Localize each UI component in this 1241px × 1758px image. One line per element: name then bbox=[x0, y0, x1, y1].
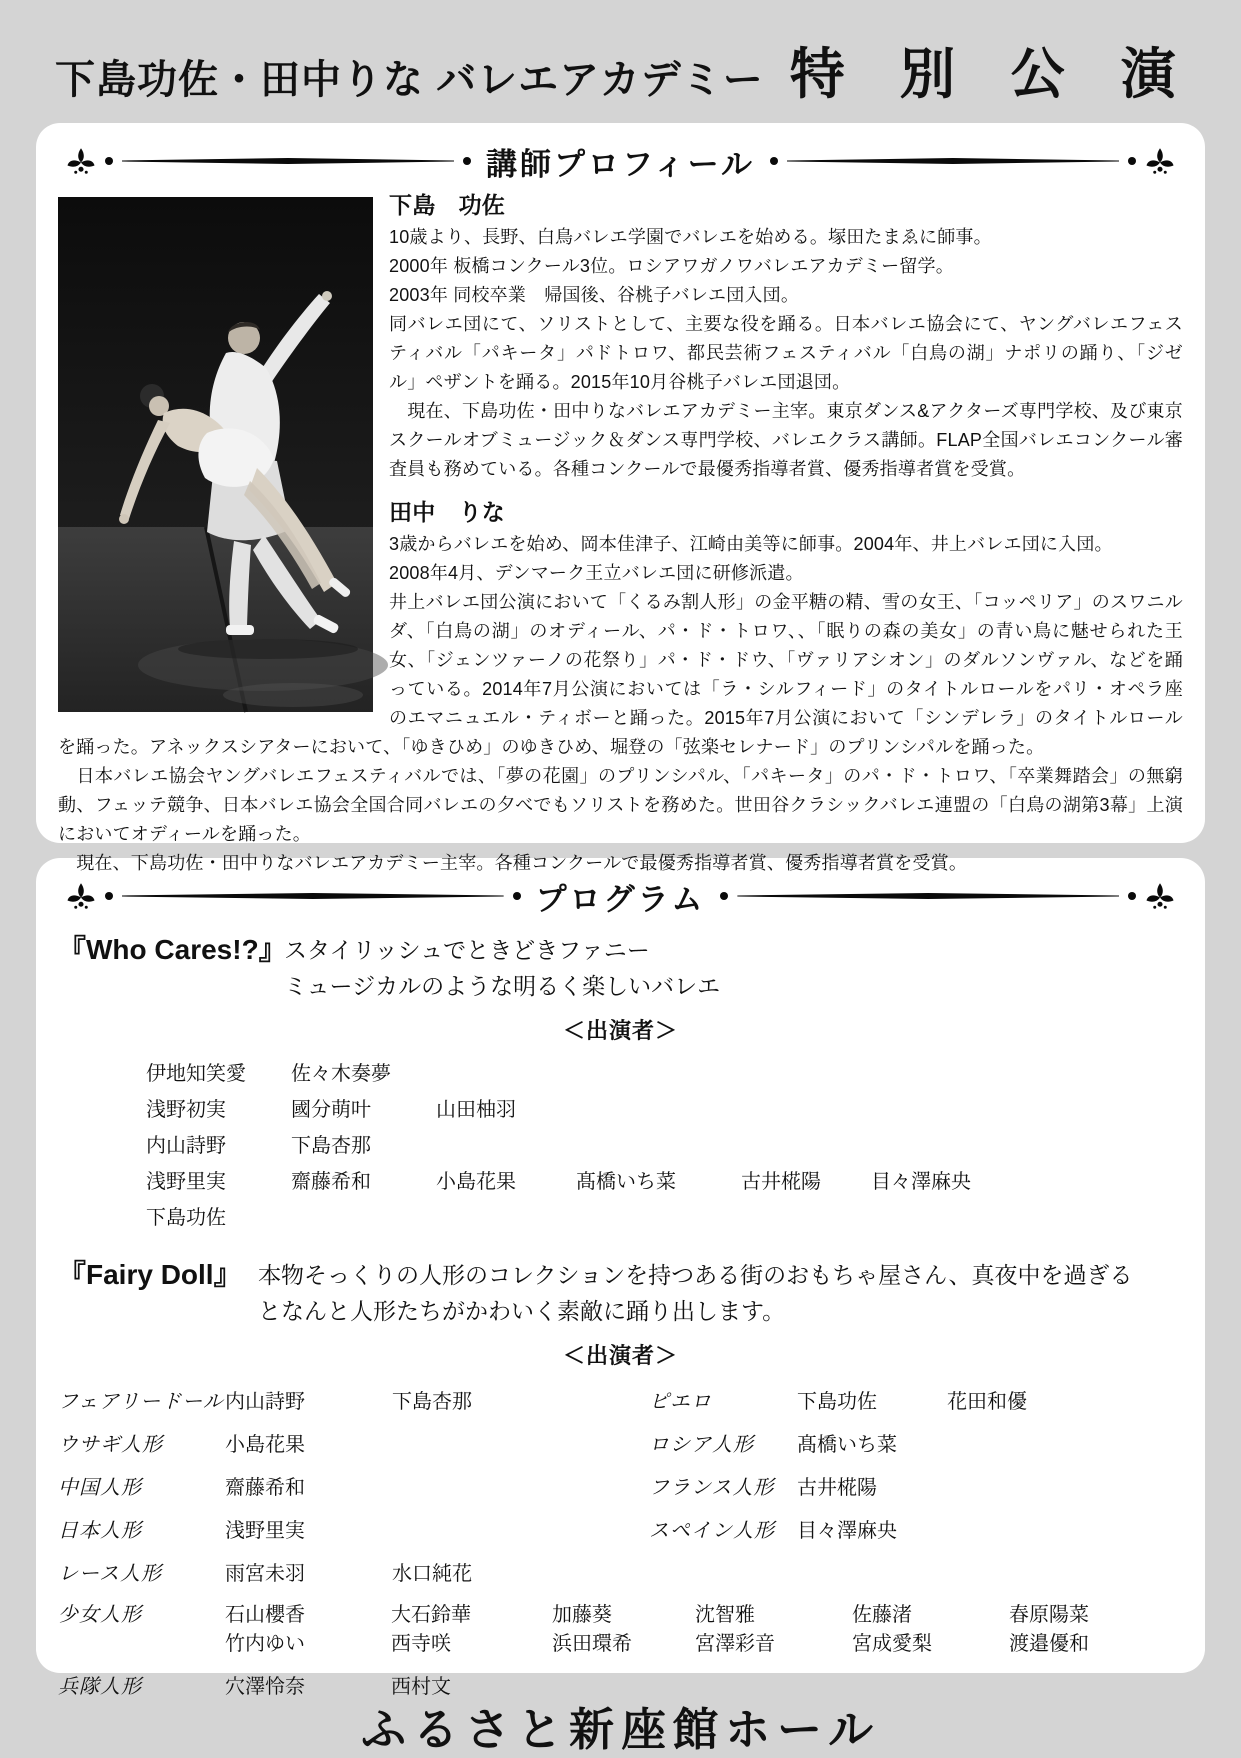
divider-dot bbox=[105, 892, 113, 900]
role-label: 中国人形 bbox=[58, 1477, 142, 1499]
who-cares-taglines bbox=[284, 932, 720, 1004]
divider-dot bbox=[1128, 157, 1136, 165]
cast-name: 浜田環希 bbox=[552, 1633, 632, 1655]
instructor2-paragraph: 現在、下島功佐・田中りなバレエアカデミー主宰。各種コンクールで最優秀指導者賞、優秀指導者賞を受賞。 bbox=[58, 853, 968, 873]
role-row bbox=[58, 1421, 1183, 1464]
fleuron-icon bbox=[66, 144, 96, 178]
role-label: 兵隊人形 bbox=[58, 1676, 142, 1698]
cast-name: 穴澤怜奈 bbox=[225, 1676, 305, 1698]
cast-name: 内山詩野 bbox=[225, 1391, 305, 1413]
cast-name: 花田和優 bbox=[947, 1391, 1027, 1413]
piece-fairy-doll bbox=[58, 1257, 1183, 1329]
cast-name: 髙橋いち菜 bbox=[797, 1434, 897, 1456]
cast-name: 宮澤彩音 bbox=[695, 1633, 775, 1655]
instructor1-name: 下島 功佐 bbox=[389, 192, 505, 218]
profile-section-header bbox=[58, 131, 1183, 187]
divider-line bbox=[787, 158, 1119, 165]
event-title: 特 別 公 演 bbox=[789, 43, 1196, 105]
cast-name: 國分萌叶 bbox=[291, 1098, 371, 1121]
program-section-title: プログラム bbox=[535, 881, 706, 917]
cast-name: 古井椛陽 bbox=[741, 1170, 821, 1193]
role-label: ウサギ人形 bbox=[58, 1434, 163, 1456]
fleuron-icon bbox=[1145, 879, 1175, 913]
cast-name: 下島功佐 bbox=[797, 1391, 877, 1413]
role-row bbox=[58, 1630, 1183, 1659]
cast-name: 水口純花 bbox=[392, 1563, 472, 1585]
cast-name: 竹内ゆい bbox=[225, 1633, 305, 1655]
divider-line bbox=[122, 893, 504, 900]
divider-dot bbox=[1128, 892, 1136, 900]
cast-name: 内山詩野 bbox=[146, 1134, 226, 1157]
role-label: フェアリードール bbox=[58, 1391, 224, 1413]
instructor2-paragraph: 日本バレエ協会ヤングバレエフェスティバルでは、「夢の花園」のプリンシパル、「パキータ」のパ・ド・トロワ、「卒業舞踏会」の無窮動、フェッテ競争、日本バレエ協会全国合同バレエの夕べでもソリストを務めた。世田谷クラシックバレエ連盟の「白鳥の湖第3幕」上演においてオディールを踊った。 bbox=[58, 766, 1183, 844]
cast-name: 浅野里実 bbox=[146, 1170, 226, 1193]
divider-line bbox=[122, 158, 454, 165]
cast-name: 齋藤希和 bbox=[225, 1477, 305, 1499]
divider-line bbox=[737, 893, 1119, 900]
instructor2-name: 田中 りな bbox=[389, 499, 505, 525]
instructors-photo bbox=[58, 197, 373, 712]
cast-name: 沈智雅 bbox=[695, 1604, 755, 1626]
instructor2-paragraph: 井上バレエ団公演において「くるみ割人形」の金平糖の精、雪の女王、「コッペリア」のスワニルダ、「白鳥の湖」のオディール、パ・ド・トロワ、、「眠りの森の美女」の青い鳥に魅せられた王女、「ジェンツァーノの花祭り」パ・ド・ドウ、「ヴァリアシオン」のダルソンヴァル、などを踊っている。2014年7月公演においては「ラ・シルフィード」のタイトルロールをパリ・オペラ座のエマニュエル・ティボーと踊った。2015年7月公演において「シンデレラ」のタイトルロールを踊った。アネックスシアターにおいて、「ゆきひめ」のゆきひめ、堀登の「弦楽セレナード」のプリンシパルを踊った。 bbox=[58, 592, 1183, 757]
cast-name: 佐藤渚 bbox=[852, 1604, 912, 1626]
cast-name: 西寺咲 bbox=[391, 1633, 451, 1655]
divider-dot bbox=[513, 892, 521, 900]
divider-dot bbox=[770, 157, 778, 165]
cast-name: 浅野里実 bbox=[225, 1520, 305, 1542]
instructor-profile-panel bbox=[36, 123, 1205, 873]
cast-name: 石山櫻香 bbox=[225, 1604, 305, 1626]
role-label: 日本人形 bbox=[58, 1520, 142, 1542]
cast-name: 渡邉優和 bbox=[1009, 1633, 1089, 1655]
cast-row bbox=[146, 1053, 1183, 1089]
cast-name: 西村文 bbox=[391, 1676, 451, 1698]
fairy-doll-tagline: 本物そっくりの人形のコレクションを持つある街のおもちゃ屋さん、真夜中を過ぎる bbox=[258, 1262, 1133, 1288]
fairy-doll-tagline: となんと人形たちがかわいく素敵に踊り出します。 bbox=[258, 1298, 786, 1324]
girl-soldier-dolls-table bbox=[58, 1601, 1183, 1702]
cast-name: 下島杏那 bbox=[392, 1391, 472, 1413]
fairy-doll-roles-table bbox=[58, 1378, 1183, 1593]
cast-name: 春原陽菜 bbox=[1009, 1604, 1089, 1626]
cast-name: 加藤葵 bbox=[552, 1604, 612, 1626]
cast-name: 目々澤麻央 bbox=[797, 1520, 897, 1542]
cast-name: 大石鈴華 bbox=[391, 1604, 471, 1626]
instructor1-line: 10歳より、長野、白鳥バレエ学園でバレエを始める。塚田たまゑに師事。 bbox=[389, 227, 992, 247]
divider-dot bbox=[720, 892, 728, 900]
profile-section-title: 講師プロフィール bbox=[486, 146, 755, 182]
who-cares-tagline: スタイリッシュでときどきファニー bbox=[284, 937, 650, 963]
cast-name: 古井椛陽 bbox=[797, 1477, 877, 1499]
piece-who-cares bbox=[58, 932, 1183, 1004]
role-label: レース人形 bbox=[58, 1563, 162, 1585]
cast-name: 雨宮未羽 bbox=[225, 1563, 305, 1585]
venue-name: ふるさと新座館ホール bbox=[360, 1704, 881, 1755]
instructor1-line: 2003年 同校卒業 帰国後、谷桃子バレエ団入団。 bbox=[389, 285, 800, 305]
spacer bbox=[58, 1659, 1183, 1673]
cast-name: 小島花果 bbox=[225, 1434, 305, 1456]
cast-row bbox=[146, 1125, 1183, 1161]
who-cares-cast-heading: ＜出演者＞ bbox=[562, 1018, 678, 1043]
role-row bbox=[58, 1550, 1183, 1593]
role-row bbox=[58, 1378, 1183, 1421]
role-row bbox=[58, 1601, 1183, 1630]
fleuron-icon bbox=[1145, 144, 1175, 178]
cast-name: 佐々木奏夢 bbox=[291, 1062, 391, 1085]
cast-name: 山田柚羽 bbox=[436, 1098, 516, 1121]
role-label: ロシア人形 bbox=[649, 1434, 754, 1456]
cast-name: 小島花果 bbox=[436, 1170, 516, 1193]
fairy-doll-title: 『Fairy Doll』 bbox=[58, 1259, 242, 1290]
fairy-doll-taglines bbox=[258, 1257, 1132, 1329]
role-label: スペイン人形 bbox=[649, 1520, 775, 1542]
profile-body bbox=[58, 191, 1183, 878]
role-label: 少女人形 bbox=[58, 1604, 142, 1626]
instructor2-line: 3歳からバレエを始め、岡本佳津子、江崎由美等に師事。2004年、井上バレエ団に入団。 bbox=[389, 534, 1113, 554]
divider-dot bbox=[105, 157, 113, 165]
cast-name: 下島杏那 bbox=[291, 1134, 371, 1157]
divider-dot bbox=[463, 157, 471, 165]
cast-name: 伊地知笑愛 bbox=[146, 1062, 246, 1085]
fleuron-icon bbox=[66, 879, 96, 913]
who-cares-title: 『Who Cares!?』 bbox=[58, 934, 287, 965]
instructor1-paragraph: 現在、下島功佐・田中りなバレエアカデミー主宰。東京ダンス&アクターズ専門学校、及び東京スクールオブミュージック＆ダンス専門学校、バレエクラス講師。FLAP全国バレエコンクール審査員も務めている。各種コンクールで最優秀指導者賞、優秀指導者賞を受賞。 bbox=[389, 401, 1183, 479]
cast-name: 浅野初実 bbox=[146, 1098, 226, 1121]
cast-name: 髙橋いち菜 bbox=[576, 1170, 676, 1193]
who-cares-cast-list bbox=[146, 1053, 1183, 1233]
cast-name: 目々澤麻央 bbox=[871, 1170, 971, 1193]
cast-row bbox=[146, 1089, 1183, 1125]
role-label: ピエロ bbox=[649, 1391, 712, 1413]
who-cares-tagline: ミュージカルのような明るく楽しいバレエ bbox=[284, 973, 721, 999]
instructor2-line: 2008年4月、デンマーク王立バレエ団に研修派遣。 bbox=[389, 563, 804, 583]
academy-title: 下島功佐・田中りな バレエアカデミー bbox=[55, 58, 764, 102]
role-row bbox=[58, 1464, 1183, 1507]
cast-row bbox=[146, 1161, 1183, 1197]
role-row bbox=[58, 1507, 1183, 1550]
masthead bbox=[0, 0, 1241, 109]
cast-row bbox=[146, 1197, 1183, 1233]
cast-name: 下島功佐 bbox=[146, 1206, 226, 1229]
cast-name: 齋藤希和 bbox=[291, 1170, 371, 1193]
instructor1-paragraph: 同バレエ団にて、ソリストとして、主要な役を踊る。日本バレエ協会にて、ヤングバレエフェスティバル「パキータ」パドトロワ、都民芸術フェスティバル「白鳥の湖」ナポリの踊り、「ジゼル」ペザントを踊る。2015年10月谷桃子バレエ団退団。 bbox=[389, 314, 1183, 392]
instructor1-line: 2000年 板橋コンクール3位。ロシアワガノワバレエアカデミー留学。 bbox=[389, 256, 954, 276]
role-label: フランス人形 bbox=[649, 1477, 775, 1499]
program-panel bbox=[36, 858, 1205, 1698]
fairy-doll-cast-heading: ＜出演者＞ bbox=[562, 1343, 678, 1368]
cast-name: 宮成愛梨 bbox=[852, 1633, 932, 1655]
